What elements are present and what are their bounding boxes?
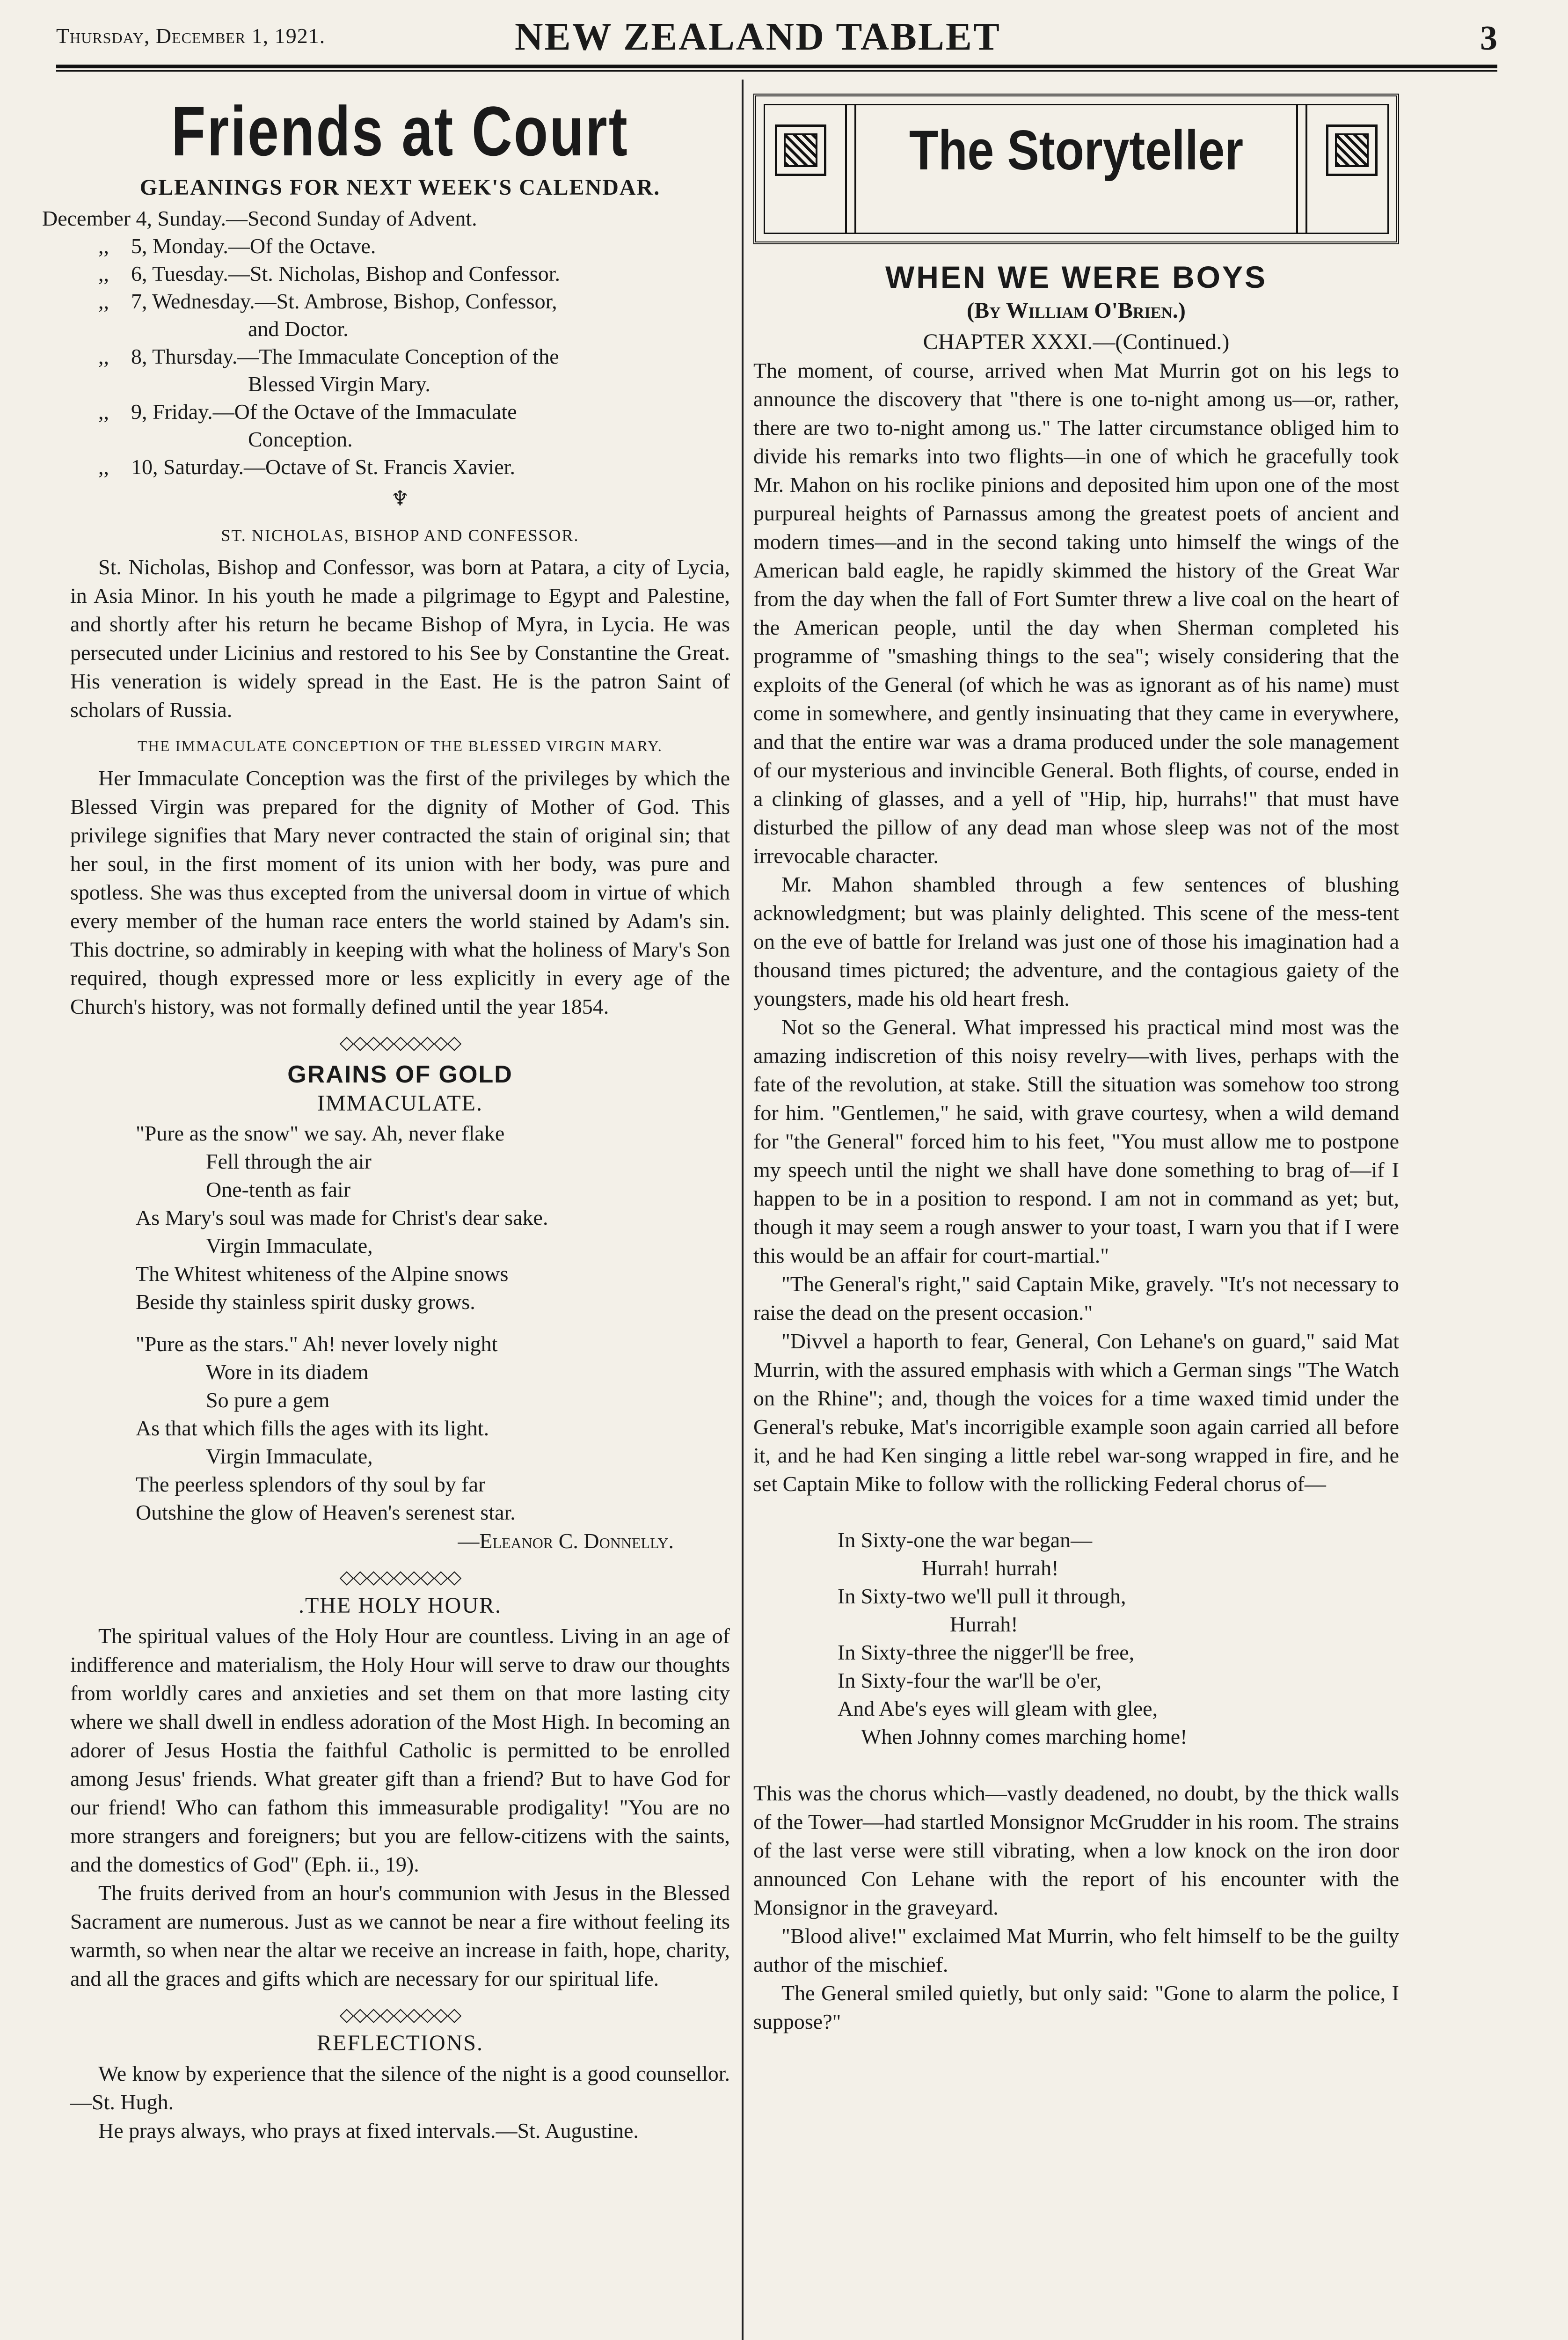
ditto-mark: ,,	[98, 344, 109, 368]
poem-line: Virgin Immaculate,	[206, 1234, 373, 1258]
song-line: In Sixty-one the war began—	[838, 1528, 1093, 1552]
ditto-mark: ,,	[98, 400, 109, 424]
story-paragraph: This was the chorus which—vastly deadened, no doubt, by the thick walls of the Tower—had startled Monsignor McGrudder in his room. The strains of the last verse were still vibrating, when a low knock on the iron door announced Con Lehane with the report of his encounter with the Monsignor in the graveyard.	[753, 1781, 1399, 1919]
ditto-mark: ,,	[98, 289, 109, 313]
calendar-text: 9, Friday.—Of the Octave of the Immaculate	[131, 400, 517, 424]
poem-line: Beside thy stainless spirit dusky grows.	[136, 1290, 475, 1314]
issue-date: Thursday, December 1, 1921.	[56, 24, 326, 48]
calendar-text: 6, Tuesday.—St. Nicholas, Bishop and Confessor.	[131, 262, 561, 285]
song-line: In Sixty-two we'll pull it through,	[838, 1584, 1126, 1608]
poem-line: Outshine the glow of Heaven's serenest star.	[136, 1500, 516, 1524]
poem-line: "Pure as the stars." Ah! never lovely night	[136, 1332, 498, 1356]
nicholas-text: St. Nicholas, Bishop and Confessor, was born at Patara, a city of Lycia, in Asia Minor. In his youth he made a pilgrimage to Egypt and Palestine, and shortly after his return he became Bishop of Myra, in Lycia. He was persecuted under Licinius and restored to his See by Constantine the Great. His veneration is widely spread in the East. He is the patron Saint of scholars of Russia.	[70, 555, 730, 722]
song-line: In Sixty-three the nigger'll be free,	[838, 1640, 1135, 1664]
left-column	[42, 92, 730, 2145]
story-byline: (By William O'Brien.)	[967, 298, 1186, 323]
poem-line: As Mary's soul was made for Christ's dear sake.	[136, 1206, 548, 1229]
poem-stanza-break	[136, 1316, 730, 1330]
storyteller-banner	[753, 94, 1399, 244]
publication-title: NEW ZEALAND TABLET	[515, 15, 1001, 58]
reflection-quote: He prays always, who prays at fixed intervals.—St. Augustine.	[98, 2119, 639, 2143]
calendar-entry	[70, 453, 730, 481]
header-rule-thin	[56, 70, 1497, 72]
story-chapter: CHAPTER XXXI.—(Continued.)	[923, 329, 1230, 354]
calendar-text-cont: and Doctor.	[248, 317, 349, 341]
poem-line: Wore in its diadem	[206, 1360, 369, 1384]
calendar-text: 10, Saturday.—Octave of St. Francis Xavier.	[131, 455, 515, 479]
calendar-text: December 4, Sunday.—Second Sunday of Advent.	[42, 206, 477, 230]
calendar-entry	[70, 287, 730, 343]
story-paragraph: "Blood alive!" exclaimed Mat Murrin, who felt himself to be the guilty author of the mischief.	[753, 1924, 1399, 1976]
grains-of-gold-heading: GRAINS OF GOLD	[287, 1061, 513, 1088]
storyteller-title: The Storyteller	[909, 119, 1244, 182]
calendar-text: 7, Wednesday.—St. Ambrose, Bishop, Confessor,	[131, 289, 557, 313]
calendar-entry	[70, 398, 730, 453]
poem-line: As that which fills the ages with its light.	[136, 1416, 489, 1440]
diamond-ornament-icon: ◇◇◇◇◇◇◇◇◇	[339, 2004, 461, 2025]
page-header	[56, 14, 1497, 66]
header-rule	[56, 65, 1497, 68]
story-paragraph: Mr. Mahon shambled through a few sentences of blushing acknowledgment; but was plainly delighted. This scene of the mess-tent on the eve of battle for Ireland was just one of those his imagination had a thousand times pictured; the adventure, and the contagious gaiety of the youngsters, made his old heart fresh.	[753, 872, 1399, 1010]
poem-line: Virgin Immaculate,	[206, 1444, 373, 1468]
right-column	[753, 94, 1399, 2036]
story-paragraph: "The General's right," said Captain Mike, gravely. "It's not necessary to raise the dead on the present occasion."	[753, 1272, 1399, 1324]
nicholas-heading: ST. NICHOLAS, BISHOP AND CONFESSOR.	[221, 526, 579, 545]
poem-line: "Pure as the snow" we say. Ah, never flake	[136, 1121, 505, 1145]
song-line: Hurrah!	[950, 1612, 1018, 1636]
story-paragraph: The moment, of course, arrived when Mat Murrin got on his legs to announce the discovery that "there is one to-night among us—or, rather, there are two to-night among us." The latter circumstance obliged him to divide his remarks into two flights—in one of which he gracefully took Mr. Mahon on his roclike pinions and deposited him upon one of the most purpureal heights of Parnassus among the greatest poets of ancient and modern times—and in the second taking unto himself the wings of the American bald eagle, he rapidly skimmed the history of the Great War from the day when the fall of Fort Sumter threw a live coal on the heart of the American people, until the day when Sherman completed his programme of "smashing things to the sea"; wisely considering that the exploits of the General (of which he was as ignorant as of his name) must come in somewhere, and gently insinuating that they came in everywhere, and that the entire war was a drama produced under the sole management of our mysterious and invincible General. Both flights, of course, ended in a clinking of glasses, and a yell of "Hip, hip, hurrahs!" that must have disturbed the pillow of any dead man whose sleep was not of the most irrevocable character.	[753, 358, 1399, 868]
war-song	[838, 1526, 1399, 1751]
diamond-ornament-icon: ◇◇◇◇◇◇◇◇◇	[339, 1032, 461, 1053]
poem-line: One-tenth as fair	[206, 1177, 351, 1201]
song-line: And Abe's eyes will gleam with glee,	[838, 1696, 1158, 1720]
ditto-mark: ,,	[98, 455, 109, 479]
calendar-text-cont: Blessed Virgin Mary.	[248, 372, 430, 396]
story-paragraph: "Divvel a haporth to fear, General, Con Lehane's on guard," said Mat Murrin, with the assured emphasis with which a German sings "The Watch on the Rhine"; and, though the voices for a time waxed timid under the General's rebuke, Mat's incorrigible example soon again carried all before it, and he had Ken singing a little rebel war-song wrapped in fire, and he set Captain Mike to follow with the rollicking Federal chorus of—	[753, 1329, 1399, 1496]
ditto-mark: ,,	[98, 234, 109, 258]
poem-line: The Whitest whiteness of the Alpine snows	[136, 1262, 509, 1286]
reflection-quote: We know by experience that the silence of the night is a good counsellor.—St. Hugh.	[70, 2062, 730, 2114]
calendar-text-cont: Conception.	[248, 427, 353, 451]
calendar-entry	[70, 232, 730, 260]
holy-hour-heading: .THE HOLY HOUR.	[298, 1593, 502, 1618]
calendar-entry	[70, 343, 730, 398]
calendar-text: 8, Thursday.—The Immaculate Conception of the	[131, 344, 559, 368]
ditto-mark: ,,	[98, 262, 109, 285]
song-line: In Sixty-four the war'll be o'er,	[838, 1668, 1102, 1692]
holy-hour-paragraph: The fruits derived from an hour's communion with Jesus in the Blessed Sacrament are numerous. Just as we cannot be near a fire without feeling its warmth, so when near the altar we receive an increase in faith, hope, charity, and all the graces and gifts which are necessary for our spiritual life.	[70, 1881, 730, 1990]
column-divider	[742, 80, 744, 2340]
poem-line: The peerless splendors of thy soul by far	[136, 1472, 486, 1496]
ornament-box-icon	[1326, 124, 1378, 176]
story-title: WHEN WE WERE BOYS	[885, 260, 1267, 294]
song-line: When Johnny comes marching home!	[861, 1725, 1188, 1748]
ornament-box-icon	[775, 124, 826, 176]
conception-heading: THE IMMACULATE CONCEPTION OF THE BLESSED VIRGIN MARY.	[138, 738, 663, 755]
dagger-ornament-icon: ♆	[391, 487, 409, 510]
story-paragraph: Not so the General. What impressed his practical mind most was the amazing indiscretion of this noisy revelry—with lives, perhaps with the fate of the revolution, at stake. Still the situation was somehow too strong for him. "Gentlemen," he said, with grave courtesy, when a wild demand for "the General" forced him to his feet, "You must allow me to postpone my speech until the night we shall have done something to brag of—if I happen to be in a position to respond. I am not in command as yet; but, though it may seem a rough answer to your toast, I warn you that if I were this would be an affair for court-martial."	[753, 1015, 1399, 1267]
holy-hour-paragraph: The spiritual values of the Holy Hour are countless. Living in an age of indifference and materialism, the Holy Hour will serve to draw our thoughts from worldly cares and anxieties and set them on that more lasting city where we shall dwell in endless adoration of the Most High. In becoming an adorer of Jesus Hostia the faithful Catholic is permitted to be enrolled among Jesus' friends. What greater gift than a friend? But to have God for our friend! Who can fathom this immeasurable prodigality! "You are no more strangers and foreigners; but you are fellow-citizens with the saints, and the domestics of God" (Eph. ii., 19).	[70, 1624, 730, 1876]
friends-at-court-title: Friends at Court	[171, 92, 629, 170]
calendar-entry	[42, 205, 730, 232]
immaculate-poem	[136, 1119, 730, 1527]
song-line: Hurrah! hurrah!	[922, 1556, 1059, 1580]
poem-line: So pure a gem	[206, 1388, 330, 1412]
reflections-heading: REFLECTIONS.	[316, 2031, 483, 2055]
poem-author: —Eleanor C. Donnelly.	[458, 1529, 674, 1553]
calendar-list	[42, 205, 730, 481]
conception-text: Her Immaculate Conception was the first of the privileges by which the Blessed Virgin was prepared for the dignity of Mother of God. This privilege signifies that Mary never contracted the stain of original sin; that her soul, in the first moment of its union with her body, was pure and spotless. She was thus excepted from the universal doom in virtue of which every member of the human race enters the world stained by Adam's sin. This doctrine, so admirably in keeping with what the holiness of Mary's Son required, though expressed more or less explicitly in every age of the Church's history, was not formally defined until the year 1854.	[70, 766, 730, 1018]
page-number: 3	[1480, 19, 1497, 58]
immaculate-subheading: IMMACULATE.	[317, 1091, 483, 1116]
calendar-heading: GLEANINGS FOR NEXT WEEK'S CALENDAR.	[139, 175, 661, 200]
calendar-entry	[70, 260, 730, 287]
poem-line: Fell through the air	[206, 1149, 372, 1173]
calendar-text: 5, Monday.—Of the Octave.	[131, 234, 376, 258]
diamond-ornament-icon: ◇◇◇◇◇◇◇◇◇	[339, 1566, 461, 1587]
story-paragraph: The General smiled quietly, but only said: "Gone to alarm the police, I suppose?"	[753, 1981, 1399, 2033]
